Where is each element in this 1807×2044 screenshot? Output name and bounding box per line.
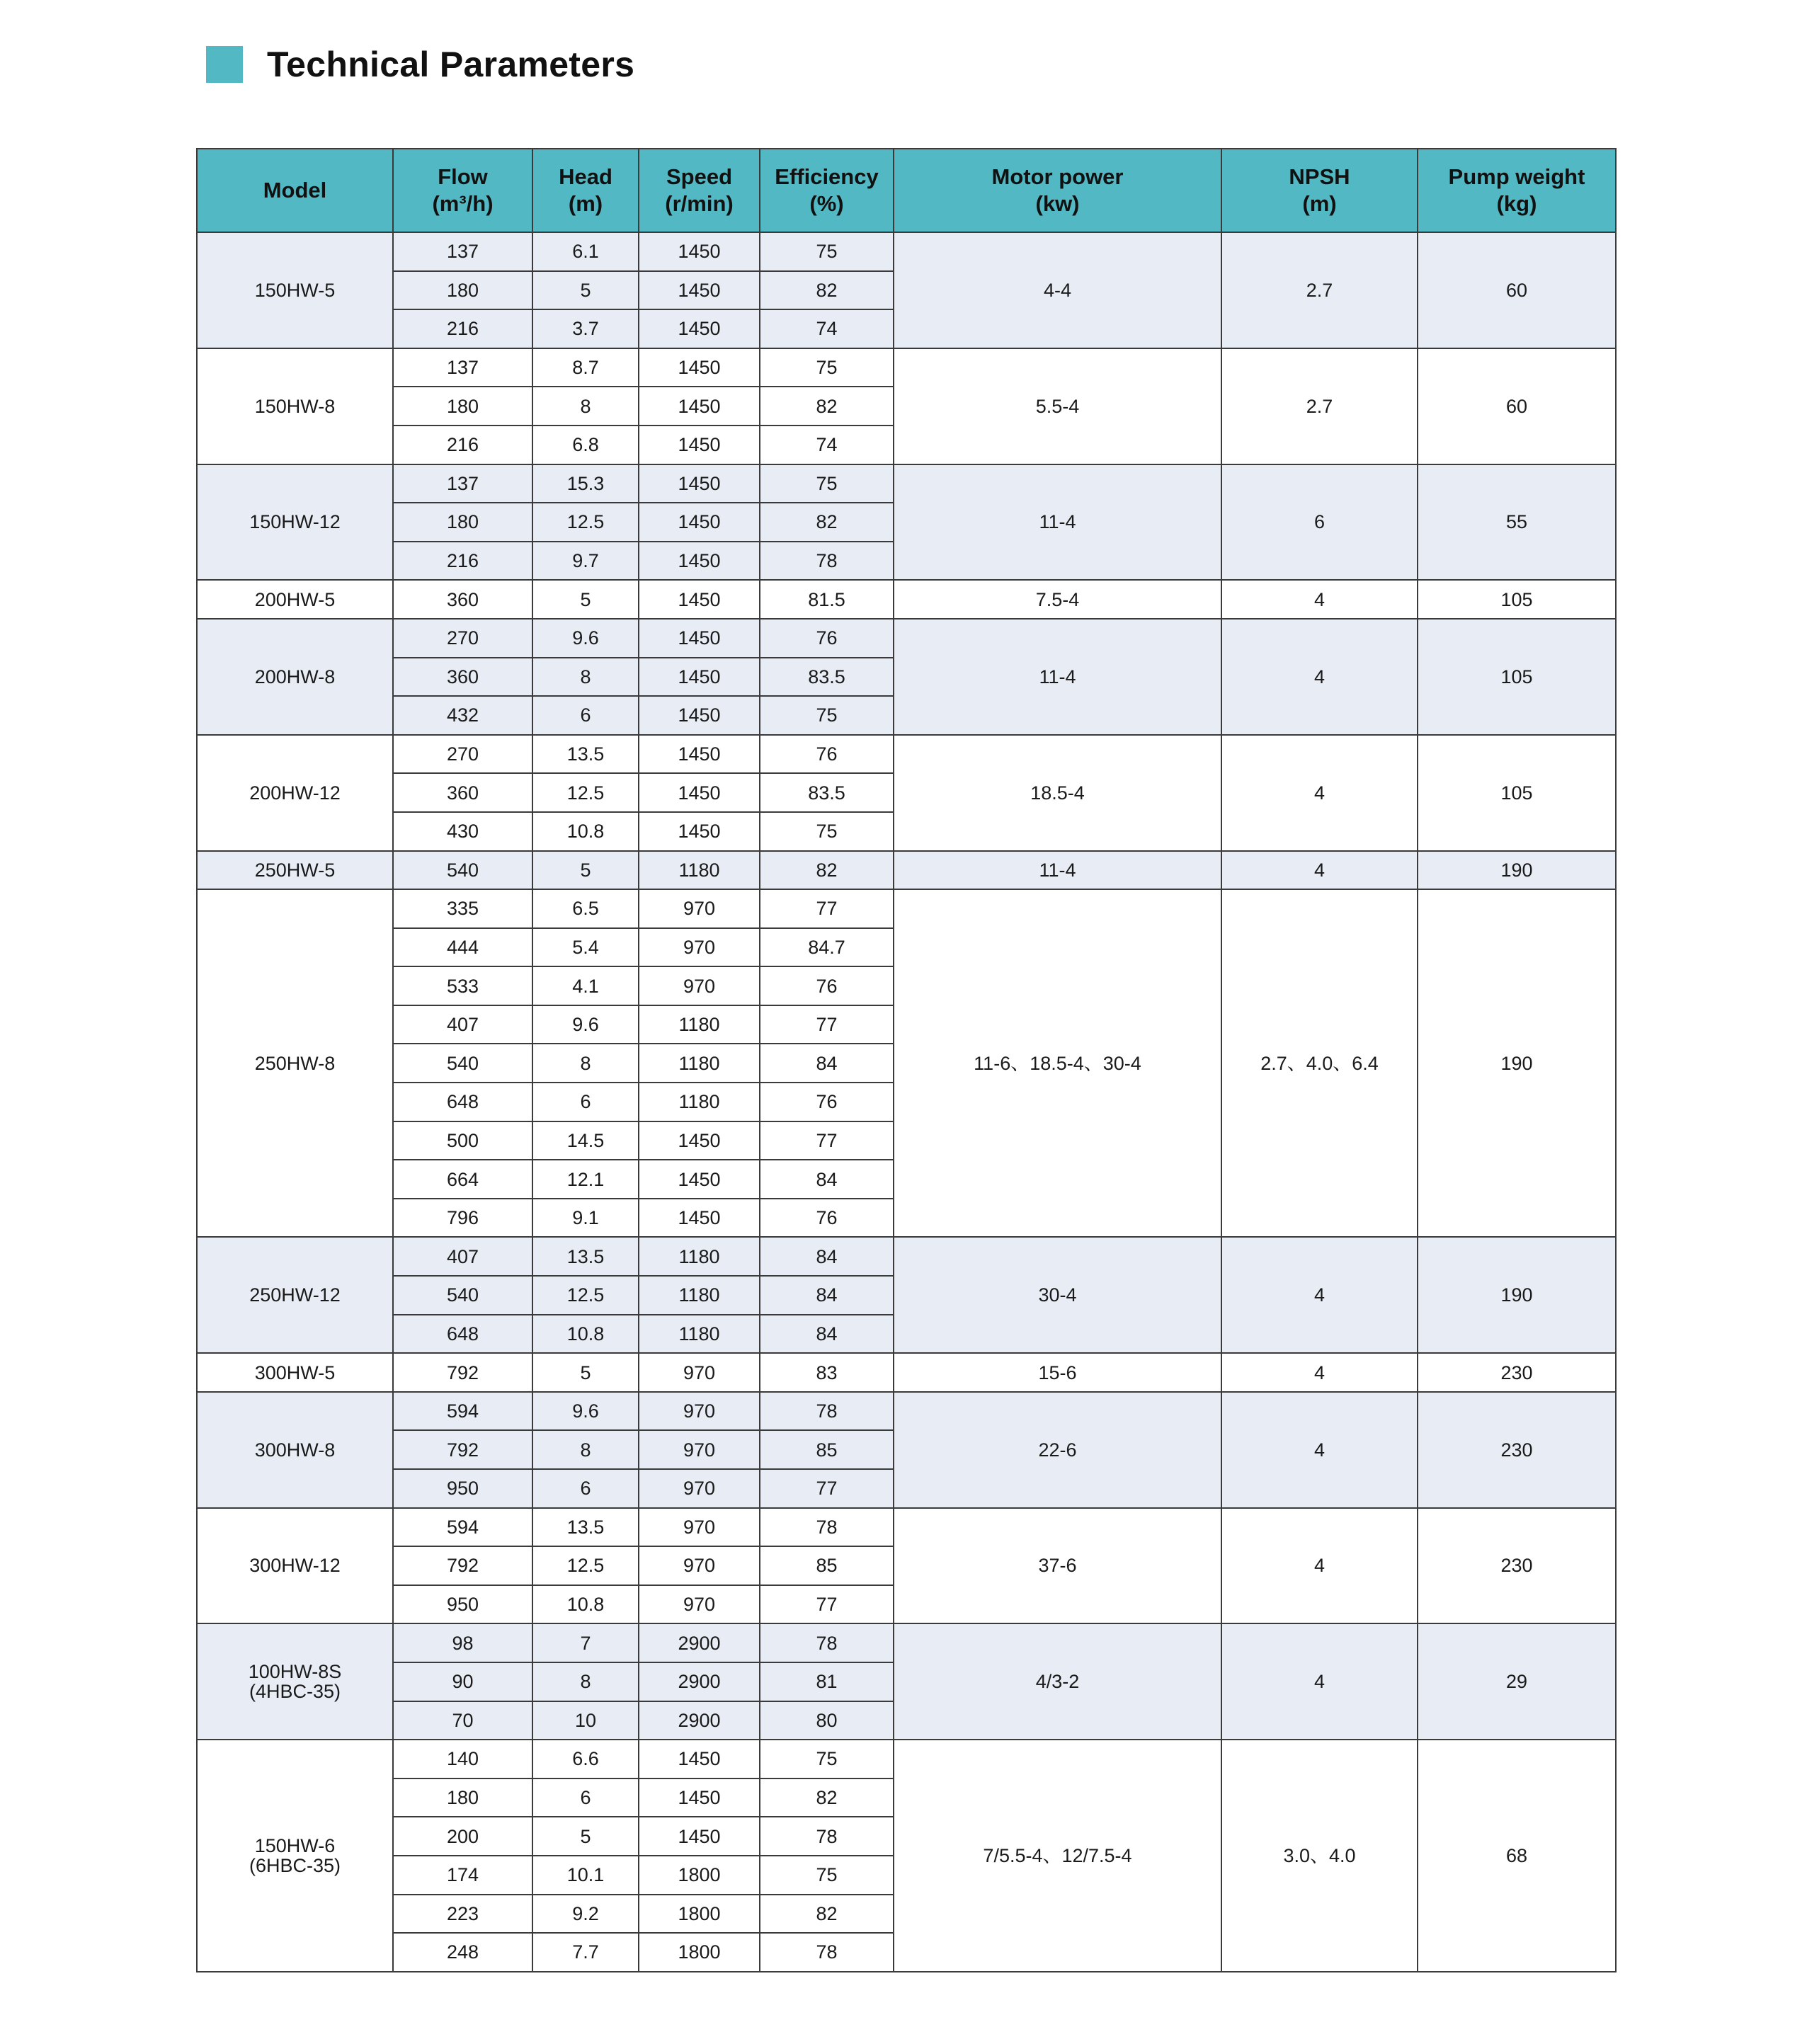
npsh-cell: 4 bbox=[1221, 1508, 1418, 1624]
flow-cell: 533 bbox=[393, 966, 532, 1005]
head-cell: 3.7 bbox=[532, 309, 639, 348]
speed-cell: 1450 bbox=[639, 1160, 760, 1199]
model-group bbox=[197, 1237, 1616, 1353]
speed-cell: 1180 bbox=[639, 1237, 760, 1276]
speed-cell: 1800 bbox=[639, 1933, 760, 1972]
efficiency-cell: 85 bbox=[760, 1430, 894, 1469]
efficiency-cell: 83.5 bbox=[760, 658, 894, 697]
head-cell: 9.7 bbox=[532, 542, 639, 581]
table-row bbox=[197, 851, 1616, 890]
flow-cell: 90 bbox=[393, 1662, 532, 1701]
head-cell: 8 bbox=[532, 1430, 639, 1469]
model-cell: 200HW-12 bbox=[197, 735, 393, 851]
section-marker-icon bbox=[206, 46, 243, 83]
flow-cell: 792 bbox=[393, 1546, 532, 1585]
head-cell: 13.5 bbox=[532, 735, 639, 774]
model-group bbox=[197, 1353, 1616, 1392]
efficiency-cell: 75 bbox=[760, 348, 894, 387]
efficiency-cell: 84 bbox=[760, 1315, 894, 1354]
header-motor-power: Motor power (kw) bbox=[894, 149, 1221, 232]
head-cell: 4.1 bbox=[532, 966, 639, 1005]
speed-cell: 970 bbox=[639, 966, 760, 1005]
flow-cell: 335 bbox=[393, 889, 532, 928]
flow-cell: 540 bbox=[393, 1276, 532, 1315]
motor-power-cell: 7.5-4 bbox=[894, 580, 1221, 619]
table-row bbox=[197, 1237, 1616, 1276]
speed-cell: 1450 bbox=[639, 1778, 760, 1817]
speed-cell: 970 bbox=[639, 1469, 760, 1508]
head-cell: 10.8 bbox=[532, 1585, 639, 1624]
motor-power-cell: 11-4 bbox=[894, 619, 1221, 735]
model-cell: 250HW-5 bbox=[197, 851, 393, 890]
efficiency-cell: 82 bbox=[760, 271, 894, 310]
motor-power-cell: 4-4 bbox=[894, 232, 1221, 348]
efficiency-cell: 80 bbox=[760, 1701, 894, 1740]
speed-cell: 1450 bbox=[639, 773, 760, 812]
head-cell: 10 bbox=[532, 1701, 639, 1740]
table-row bbox=[197, 619, 1616, 658]
efficiency-cell: 82 bbox=[760, 503, 894, 542]
flow-cell: 648 bbox=[393, 1315, 532, 1354]
efficiency-cell: 78 bbox=[760, 1623, 894, 1662]
flow-cell: 70 bbox=[393, 1701, 532, 1740]
model-group bbox=[197, 1392, 1616, 1508]
flow-cell: 180 bbox=[393, 387, 532, 426]
npsh-cell: 4 bbox=[1221, 735, 1418, 851]
flow-cell: 796 bbox=[393, 1199, 532, 1238]
efficiency-cell: 82 bbox=[760, 1778, 894, 1817]
head-cell: 12.1 bbox=[532, 1160, 639, 1199]
model-cell: 300HW-8 bbox=[197, 1392, 393, 1508]
flow-cell: 180 bbox=[393, 1778, 532, 1817]
npsh-cell: 2.7、4.0、6.4 bbox=[1221, 889, 1418, 1237]
speed-cell: 970 bbox=[639, 1353, 760, 1392]
efficiency-cell: 77 bbox=[760, 1585, 894, 1624]
flow-cell: 360 bbox=[393, 773, 532, 812]
head-cell: 5 bbox=[532, 851, 639, 890]
efficiency-cell: 85 bbox=[760, 1546, 894, 1585]
head-cell: 6 bbox=[532, 1469, 639, 1508]
motor-power-cell: 15-6 bbox=[894, 1353, 1221, 1392]
table-row bbox=[197, 1740, 1616, 1778]
head-cell: 10.8 bbox=[532, 1315, 639, 1354]
speed-cell: 1450 bbox=[639, 1199, 760, 1238]
efficiency-cell: 84 bbox=[760, 1160, 894, 1199]
head-cell: 6.6 bbox=[532, 1740, 639, 1778]
efficiency-cell: 76 bbox=[760, 619, 894, 658]
npsh-cell: 2.7 bbox=[1221, 232, 1418, 348]
speed-cell: 1450 bbox=[639, 812, 760, 851]
header-row bbox=[197, 149, 1616, 232]
head-cell: 12.5 bbox=[532, 1546, 639, 1585]
head-cell: 14.5 bbox=[532, 1121, 639, 1160]
efficiency-cell: 84.7 bbox=[760, 928, 894, 967]
model-group bbox=[197, 889, 1616, 1237]
header-efficiency: Efficiency (%) bbox=[760, 149, 894, 232]
efficiency-cell: 77 bbox=[760, 889, 894, 928]
flow-cell: 360 bbox=[393, 580, 532, 619]
speed-cell: 970 bbox=[639, 928, 760, 967]
table-row bbox=[197, 1353, 1616, 1392]
efficiency-cell: 78 bbox=[760, 1933, 894, 1972]
header-flow: Flow (m³/h) bbox=[393, 149, 532, 232]
npsh-cell: 4 bbox=[1221, 1353, 1418, 1392]
header-model: Model bbox=[197, 149, 393, 232]
efficiency-cell: 84 bbox=[760, 1044, 894, 1083]
flow-cell: 216 bbox=[393, 426, 532, 464]
head-cell: 9.1 bbox=[532, 1199, 639, 1238]
flow-cell: 137 bbox=[393, 464, 532, 503]
efficiency-cell: 74 bbox=[760, 426, 894, 464]
head-cell: 5 bbox=[532, 271, 639, 310]
flow-cell: 444 bbox=[393, 928, 532, 967]
model-group bbox=[197, 1623, 1616, 1740]
speed-cell: 1180 bbox=[639, 1276, 760, 1315]
pump-weight-cell: 105 bbox=[1418, 735, 1616, 851]
flow-cell: 500 bbox=[393, 1121, 532, 1160]
npsh-cell: 3.0、4.0 bbox=[1221, 1740, 1418, 1972]
model-group bbox=[197, 619, 1616, 735]
motor-power-cell: 11-4 bbox=[894, 464, 1221, 581]
speed-cell: 1180 bbox=[639, 1315, 760, 1354]
efficiency-cell: 75 bbox=[760, 1856, 894, 1895]
flow-cell: 98 bbox=[393, 1623, 532, 1662]
flow-cell: 430 bbox=[393, 812, 532, 851]
speed-cell: 1450 bbox=[639, 658, 760, 697]
model-group bbox=[197, 580, 1616, 619]
page-title: Technical Parameters bbox=[267, 45, 635, 84]
head-cell: 10.8 bbox=[532, 812, 639, 851]
model-group bbox=[197, 464, 1616, 581]
efficiency-cell: 84 bbox=[760, 1237, 894, 1276]
npsh-cell: 4 bbox=[1221, 851, 1418, 890]
head-cell: 9.6 bbox=[532, 619, 639, 658]
head-cell: 5.4 bbox=[532, 928, 639, 967]
model-cell: 100HW-8S (4HBC-35) bbox=[197, 1623, 393, 1740]
flow-cell: 594 bbox=[393, 1392, 532, 1431]
model-cell: 250HW-12 bbox=[197, 1237, 393, 1353]
speed-cell: 1450 bbox=[639, 309, 760, 348]
motor-power-cell: 37-6 bbox=[894, 1508, 1221, 1624]
pump-weight-cell: 230 bbox=[1418, 1508, 1616, 1624]
speed-cell: 970 bbox=[639, 1585, 760, 1624]
header-speed: Speed (r/min) bbox=[639, 149, 760, 232]
pump-weight-cell: 55 bbox=[1418, 464, 1616, 581]
table-row bbox=[197, 348, 1616, 387]
pump-weight-cell: 230 bbox=[1418, 1392, 1616, 1508]
pump-weight-cell: 68 bbox=[1418, 1740, 1616, 1972]
flow-cell: 407 bbox=[393, 1237, 532, 1276]
speed-cell: 1800 bbox=[639, 1856, 760, 1895]
pump-weight-cell: 29 bbox=[1418, 1623, 1616, 1740]
head-cell: 5 bbox=[532, 1353, 639, 1392]
pump-weight-cell: 60 bbox=[1418, 232, 1616, 348]
efficiency-cell: 76 bbox=[760, 1199, 894, 1238]
efficiency-cell: 83 bbox=[760, 1353, 894, 1392]
flow-cell: 648 bbox=[393, 1083, 532, 1121]
model-group bbox=[197, 735, 1616, 851]
head-cell: 6 bbox=[532, 696, 639, 735]
efficiency-cell: 75 bbox=[760, 696, 894, 735]
npsh-cell: 4 bbox=[1221, 1392, 1418, 1508]
motor-power-cell: 11-4 bbox=[894, 851, 1221, 890]
head-cell: 6.8 bbox=[532, 426, 639, 464]
speed-cell: 1450 bbox=[639, 232, 760, 271]
head-cell: 12.5 bbox=[532, 773, 639, 812]
efficiency-cell: 82 bbox=[760, 387, 894, 426]
head-cell: 8 bbox=[532, 658, 639, 697]
head-cell: 9.6 bbox=[532, 1392, 639, 1431]
section-header bbox=[206, 44, 634, 85]
speed-cell: 1450 bbox=[639, 464, 760, 503]
flow-cell: 174 bbox=[393, 1856, 532, 1895]
speed-cell: 1450 bbox=[639, 271, 760, 310]
table-row bbox=[197, 889, 1616, 928]
head-cell: 8.7 bbox=[532, 348, 639, 387]
model-cell: 200HW-5 bbox=[197, 580, 393, 619]
model-cell: 150HW-12 bbox=[197, 464, 393, 581]
motor-power-cell: 5.5-4 bbox=[894, 348, 1221, 464]
head-cell: 6.1 bbox=[532, 232, 639, 271]
efficiency-cell: 82 bbox=[760, 1895, 894, 1934]
speed-cell: 1180 bbox=[639, 1083, 760, 1121]
header-pump-weight: Pump weight (kg) bbox=[1418, 149, 1616, 232]
flow-cell: 248 bbox=[393, 1933, 532, 1972]
efficiency-cell: 81 bbox=[760, 1662, 894, 1701]
npsh-cell: 4 bbox=[1221, 619, 1418, 735]
efficiency-cell: 77 bbox=[760, 1469, 894, 1508]
motor-power-cell: 11-6、18.5-4、30-4 bbox=[894, 889, 1221, 1237]
efficiency-cell: 84 bbox=[760, 1276, 894, 1315]
flow-cell: 792 bbox=[393, 1353, 532, 1392]
speed-cell: 1450 bbox=[639, 735, 760, 774]
speed-cell: 970 bbox=[639, 1392, 760, 1431]
table-row bbox=[197, 580, 1616, 619]
flow-cell: 200 bbox=[393, 1817, 532, 1856]
model-group bbox=[197, 1508, 1616, 1624]
flow-cell: 792 bbox=[393, 1430, 532, 1469]
model-cell: 150HW-6 (6HBC-35) bbox=[197, 1740, 393, 1972]
speed-cell: 1450 bbox=[639, 1817, 760, 1856]
head-cell: 6 bbox=[532, 1083, 639, 1121]
speed-cell: 1800 bbox=[639, 1895, 760, 1934]
header-npsh: NPSH (m) bbox=[1221, 149, 1418, 232]
pump-weight-cell: 105 bbox=[1418, 580, 1616, 619]
model-group bbox=[197, 348, 1616, 464]
motor-power-cell: 18.5-4 bbox=[894, 735, 1221, 851]
head-cell: 9.6 bbox=[532, 1005, 639, 1044]
efficiency-cell: 78 bbox=[760, 1392, 894, 1431]
efficiency-cell: 75 bbox=[760, 464, 894, 503]
efficiency-cell: 77 bbox=[760, 1121, 894, 1160]
flow-cell: 223 bbox=[393, 1895, 532, 1934]
model-group bbox=[197, 232, 1616, 348]
npsh-cell: 4 bbox=[1221, 580, 1418, 619]
table-row bbox=[197, 1508, 1616, 1547]
flow-cell: 360 bbox=[393, 658, 532, 697]
head-cell: 7 bbox=[532, 1623, 639, 1662]
head-cell: 12.5 bbox=[532, 1276, 639, 1315]
speed-cell: 970 bbox=[639, 1430, 760, 1469]
npsh-cell: 4 bbox=[1221, 1623, 1418, 1740]
header-head: Head (m) bbox=[532, 149, 639, 232]
flow-cell: 664 bbox=[393, 1160, 532, 1199]
head-cell: 9.2 bbox=[532, 1895, 639, 1934]
flow-cell: 270 bbox=[393, 735, 532, 774]
speed-cell: 1450 bbox=[639, 1740, 760, 1778]
table-row bbox=[197, 735, 1616, 774]
speed-cell: 970 bbox=[639, 1508, 760, 1547]
head-cell: 5 bbox=[532, 1817, 639, 1856]
model-cell: 300HW-12 bbox=[197, 1508, 393, 1624]
speed-cell: 1180 bbox=[639, 851, 760, 890]
motor-power-cell: 22-6 bbox=[894, 1392, 1221, 1508]
speed-cell: 970 bbox=[639, 1546, 760, 1585]
speed-cell: 2900 bbox=[639, 1662, 760, 1701]
head-cell: 13.5 bbox=[532, 1508, 639, 1547]
model-group bbox=[197, 1740, 1616, 1972]
efficiency-cell: 77 bbox=[760, 1005, 894, 1044]
speed-cell: 1450 bbox=[639, 426, 760, 464]
speed-cell: 1450 bbox=[639, 348, 760, 387]
head-cell: 12.5 bbox=[532, 503, 639, 542]
npsh-cell: 4 bbox=[1221, 1237, 1418, 1353]
motor-power-cell: 4/3-2 bbox=[894, 1623, 1221, 1740]
model-group bbox=[197, 851, 1616, 890]
efficiency-cell: 75 bbox=[760, 232, 894, 271]
table-header bbox=[197, 149, 1616, 232]
flow-cell: 950 bbox=[393, 1469, 532, 1508]
flow-cell: 594 bbox=[393, 1508, 532, 1547]
table-row bbox=[197, 1623, 1616, 1662]
efficiency-cell: 74 bbox=[760, 309, 894, 348]
flow-cell: 137 bbox=[393, 348, 532, 387]
efficiency-cell: 83.5 bbox=[760, 773, 894, 812]
table-row bbox=[197, 464, 1616, 503]
efficiency-cell: 76 bbox=[760, 735, 894, 774]
head-cell: 6.5 bbox=[532, 889, 639, 928]
pump-weight-cell: 105 bbox=[1418, 619, 1616, 735]
flow-cell: 950 bbox=[393, 1585, 532, 1624]
pump-weight-cell: 60 bbox=[1418, 348, 1616, 464]
flow-cell: 540 bbox=[393, 851, 532, 890]
efficiency-cell: 82 bbox=[760, 851, 894, 890]
flow-cell: 216 bbox=[393, 309, 532, 348]
table-row bbox=[197, 232, 1616, 271]
efficiency-cell: 76 bbox=[760, 966, 894, 1005]
flow-cell: 407 bbox=[393, 1005, 532, 1044]
head-cell: 8 bbox=[532, 1044, 639, 1083]
efficiency-cell: 78 bbox=[760, 542, 894, 581]
pump-weight-cell: 190 bbox=[1418, 851, 1616, 890]
speed-cell: 1450 bbox=[639, 542, 760, 581]
efficiency-cell: 75 bbox=[760, 812, 894, 851]
speed-cell: 1450 bbox=[639, 1121, 760, 1160]
speed-cell: 1180 bbox=[639, 1044, 760, 1083]
speed-cell: 1450 bbox=[639, 696, 760, 735]
model-cell: 150HW-5 bbox=[197, 232, 393, 348]
head-cell: 8 bbox=[532, 387, 639, 426]
speed-cell: 2900 bbox=[639, 1623, 760, 1662]
speed-cell: 1180 bbox=[639, 1005, 760, 1044]
speed-cell: 970 bbox=[639, 889, 760, 928]
table-row bbox=[197, 1392, 1616, 1431]
efficiency-cell: 78 bbox=[760, 1508, 894, 1547]
head-cell: 13.5 bbox=[532, 1237, 639, 1276]
model-cell: 150HW-8 bbox=[197, 348, 393, 464]
flow-cell: 140 bbox=[393, 1740, 532, 1778]
head-cell: 5 bbox=[532, 580, 639, 619]
flow-cell: 137 bbox=[393, 232, 532, 271]
model-cell: 250HW-8 bbox=[197, 889, 393, 1237]
head-cell: 7.7 bbox=[532, 1933, 639, 1972]
pump-weight-cell: 230 bbox=[1418, 1353, 1616, 1392]
efficiency-cell: 76 bbox=[760, 1083, 894, 1121]
efficiency-cell: 81.5 bbox=[760, 580, 894, 619]
flow-cell: 180 bbox=[393, 503, 532, 542]
pump-weight-cell: 190 bbox=[1418, 1237, 1616, 1353]
npsh-cell: 6 bbox=[1221, 464, 1418, 581]
efficiency-cell: 78 bbox=[760, 1817, 894, 1856]
head-cell: 8 bbox=[532, 1662, 639, 1701]
speed-cell: 1450 bbox=[639, 503, 760, 542]
flow-cell: 216 bbox=[393, 542, 532, 581]
model-cell: 300HW-5 bbox=[197, 1353, 393, 1392]
head-cell: 10.1 bbox=[532, 1856, 639, 1895]
head-cell: 6 bbox=[532, 1778, 639, 1817]
motor-power-cell: 7/5.5-4、12/7.5-4 bbox=[894, 1740, 1221, 1972]
flow-cell: 180 bbox=[393, 271, 532, 310]
efficiency-cell: 75 bbox=[760, 1740, 894, 1778]
pump-weight-cell: 190 bbox=[1418, 889, 1616, 1237]
speed-cell: 1450 bbox=[639, 580, 760, 619]
speed-cell: 1450 bbox=[639, 619, 760, 658]
model-cell: 200HW-8 bbox=[197, 619, 393, 735]
npsh-cell: 2.7 bbox=[1221, 348, 1418, 464]
flow-cell: 270 bbox=[393, 619, 532, 658]
flow-cell: 432 bbox=[393, 696, 532, 735]
head-cell: 15.3 bbox=[532, 464, 639, 503]
speed-cell: 2900 bbox=[639, 1701, 760, 1740]
technical-parameters-table bbox=[196, 148, 1617, 1972]
speed-cell: 1450 bbox=[639, 387, 760, 426]
motor-power-cell: 30-4 bbox=[894, 1237, 1221, 1353]
flow-cell: 540 bbox=[393, 1044, 532, 1083]
